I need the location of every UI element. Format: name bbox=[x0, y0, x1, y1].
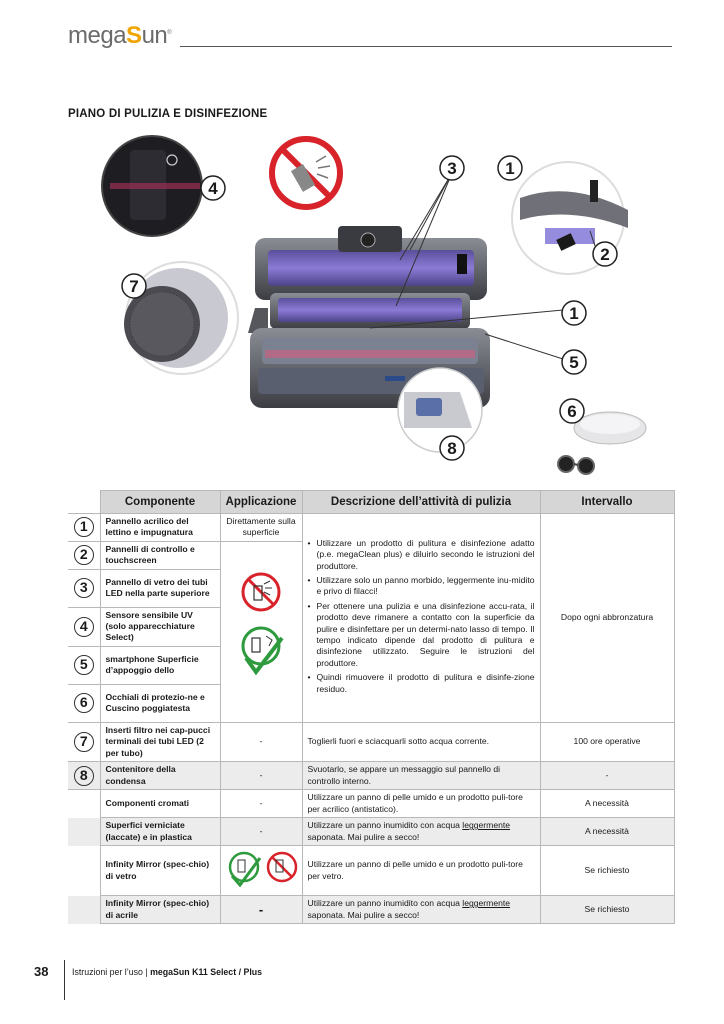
application-cell: - bbox=[220, 896, 302, 924]
group-description-cell bbox=[302, 514, 540, 723]
application-cell: - bbox=[220, 762, 302, 790]
component-cell: Occhiali di protezio-ne e Cuscino poggiatesta bbox=[100, 684, 220, 722]
interval-cell: Se richiesto bbox=[540, 896, 674, 924]
table-row bbox=[68, 722, 674, 761]
table-row bbox=[68, 514, 674, 542]
callout-5: 5 bbox=[569, 353, 579, 372]
row-number: 4 bbox=[74, 617, 94, 637]
row-number: 2 bbox=[74, 545, 94, 565]
callout-1-top: 1 bbox=[505, 159, 515, 178]
component-cell: Sensore sensibile UV (solo apparecchiature Select) bbox=[100, 607, 220, 646]
tanning-bed-illustration bbox=[100, 128, 660, 478]
callout-7: 7 bbox=[129, 277, 139, 296]
row-number: 6 bbox=[74, 693, 94, 713]
spray-icons bbox=[226, 560, 296, 700]
table-row bbox=[68, 818, 674, 846]
component-cell: Infinity Mirror (spec-chio) di acrile bbox=[100, 896, 220, 924]
application-cell: - bbox=[220, 722, 302, 761]
page-number: 38 bbox=[34, 964, 49, 979]
table-row bbox=[68, 846, 674, 896]
application-icons-cell bbox=[220, 846, 302, 896]
group-interval-cell: Dopo ogni abbronzatura bbox=[540, 514, 674, 723]
description-cell: Utilizzare un panno inumidito con acqua leggermente saponata. Mai pulire a secco! bbox=[302, 818, 540, 846]
cleaning-table bbox=[68, 490, 675, 924]
footer-divider bbox=[64, 960, 65, 1000]
callout-6: 6 bbox=[567, 402, 577, 421]
megasun-logo: megaSun® bbox=[68, 22, 172, 49]
description-cell: Utilizzare un panno di pelle umido e un prodotto puli-tore per vetro. bbox=[302, 846, 540, 896]
spray-allowed-icon bbox=[230, 853, 260, 885]
callout-2: 2 bbox=[600, 245, 610, 264]
application-cell: Direttamente sulla superficie bbox=[220, 514, 302, 542]
application-cell: - bbox=[220, 790, 302, 818]
interval-cell: 100 ore operative bbox=[540, 722, 674, 761]
description-cell: Utilizzare un panno di pelle umido e un prodotto puli-tore per acrilico (antistatico). bbox=[302, 790, 540, 818]
callout-1: 1 bbox=[569, 304, 579, 323]
spray-icons-pair bbox=[226, 850, 302, 888]
table-row bbox=[68, 762, 674, 790]
component-cell: smartphone Superficie d’appoggio dello bbox=[100, 646, 220, 684]
application-icons-cell bbox=[220, 541, 302, 722]
no-spray-icon bbox=[268, 853, 296, 881]
interval-cell: Se richiesto bbox=[540, 846, 674, 896]
description-cell: Svuotarlo, se appare un messaggio sul pannello di controllo interno. bbox=[302, 762, 540, 790]
description-item: • Quindi rimuovere il prodotto di pulitura e disinfe-zione residuo. bbox=[308, 672, 535, 695]
description-item: • Utilizzare solo un panno morbido, leggermente inu-midito e privo di filacci! bbox=[308, 575, 535, 598]
component-cell: Superfici verniciate (laccate) e in plastica bbox=[100, 818, 220, 846]
component-cell: Pannelli di controllo e touchscreen bbox=[100, 541, 220, 569]
header-componente: Componente bbox=[100, 491, 220, 514]
tanning-bed-figure bbox=[100, 128, 660, 478]
interval-cell: - bbox=[540, 762, 674, 790]
component-cell: Contenitore della condensa bbox=[100, 762, 220, 790]
description-item: • Per ottenere una pulizia e una disinfezione accu-rata, il prodotto deve rimanere a contatto con la superficie da pulire e disinfettare per un determi-nato lasso di tempo. Il tempo indicato dipende dal prodotto di pulitura e disinfezione utilizzato. Seguire le istruzioni del produttore. bbox=[308, 601, 535, 669]
no-spray-icon bbox=[272, 139, 340, 207]
row-number: 1 bbox=[74, 517, 94, 537]
table-row bbox=[68, 896, 674, 924]
component-cell: Infinity Mirror (spec-chio) di vetro bbox=[100, 846, 220, 896]
callout-8: 8 bbox=[447, 439, 457, 458]
row-number: 8 bbox=[74, 766, 94, 786]
application-cell: - bbox=[220, 818, 302, 846]
component-cell: Inserti filtro nei cap-pucci terminali dei tubi LED (2 per tubo) bbox=[100, 722, 220, 761]
description-cell: Toglierli fuori e sciacquarli sotto acqua corrente. bbox=[302, 722, 540, 761]
row-number: 5 bbox=[74, 655, 94, 675]
footer-text: Istruzioni per l’uso | megaSun K11 Select / Plus bbox=[72, 967, 263, 977]
callout-4: 4 bbox=[208, 179, 218, 198]
description-item: • Utilizzare un prodotto di pulitura e disinfezione adatto (p.e. megaClean plus) e diluirlo secondo le istruzioni del produttore. bbox=[308, 538, 535, 572]
header-intervallo: Intervallo bbox=[540, 491, 674, 514]
header-applicazione: Applicazione bbox=[220, 491, 302, 514]
section-title: PIANO DI PULIZIA E DISINFEZIONE bbox=[68, 108, 268, 120]
table-row bbox=[68, 790, 674, 818]
header-rule bbox=[180, 46, 672, 47]
interval-cell: A necessità bbox=[540, 818, 674, 846]
component-cell: Componenti cromati bbox=[100, 790, 220, 818]
spray-allowed-icon bbox=[243, 628, 282, 672]
row-number: 7 bbox=[74, 732, 94, 752]
header-descrizione: Descrizione dell’attività di pulizia bbox=[302, 491, 540, 514]
callout-3: 3 bbox=[447, 159, 457, 178]
interval-cell: A necessità bbox=[540, 790, 674, 818]
no-spray-icon bbox=[243, 574, 279, 610]
description-cell: Utilizzare un panno inumidito con acqua leggermente saponata. Mai pulire a secco! bbox=[302, 896, 540, 924]
table-header-row bbox=[68, 491, 674, 514]
row-number: 3 bbox=[74, 578, 94, 598]
component-cell: Pannello di vetro dei tubi LED nella parte superiore bbox=[100, 569, 220, 607]
component-cell: Pannello acrilico del lettino e impugnatura bbox=[100, 514, 220, 542]
